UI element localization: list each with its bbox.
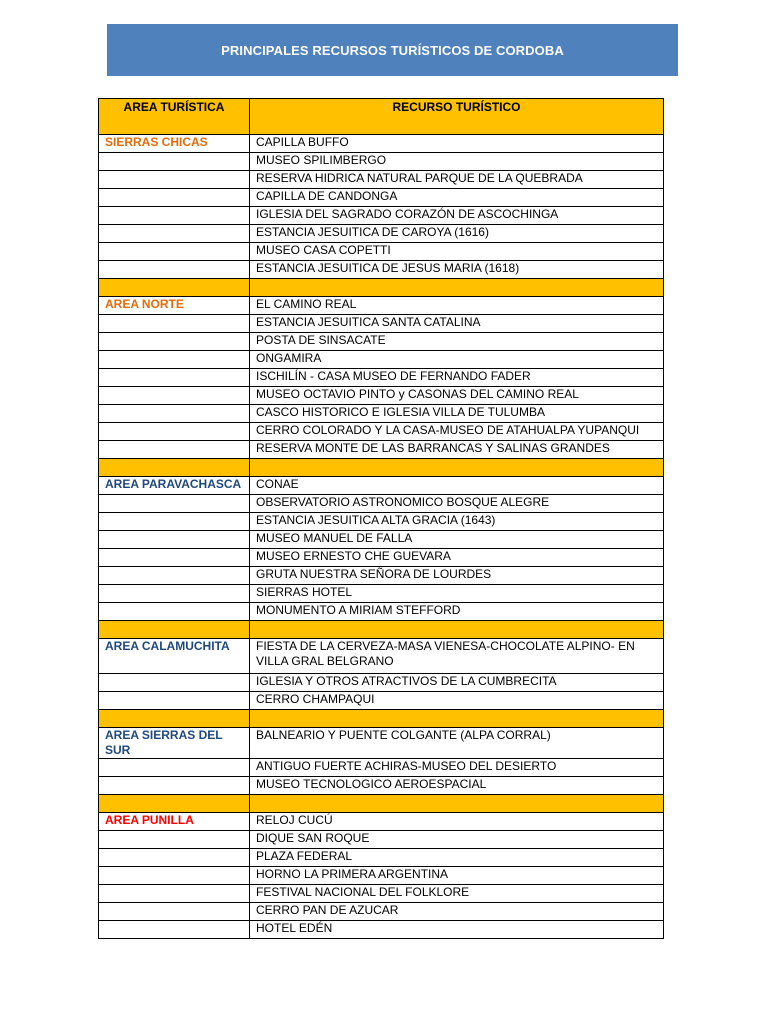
page-title: PRINCIPALES RECURSOS TURÍSTICOS DE CORDOBA bbox=[221, 42, 564, 58]
table-row bbox=[99, 225, 664, 243]
area-cell-empty bbox=[99, 603, 250, 621]
separator-cell bbox=[250, 459, 664, 477]
resource-name: EL CAMINO REAL bbox=[250, 297, 664, 315]
table-row bbox=[99, 351, 664, 369]
resource-name: POSTA DE SINSACATE bbox=[250, 333, 664, 351]
resource-name: ANTIGUO FUERTE ACHIRAS-MUSEO DEL DESIERTO bbox=[250, 759, 664, 777]
area-name: SIERRAS CHICAS bbox=[99, 135, 250, 153]
table-row bbox=[99, 885, 664, 903]
area-cell-empty bbox=[99, 171, 250, 189]
area-cell-empty bbox=[99, 495, 250, 513]
resource-name: IGLESIA DEL SAGRADO CORAZÓN DE ASCOCHINGA bbox=[250, 207, 664, 225]
resource-name: FESTIVAL NACIONAL DEL FOLKLORE bbox=[250, 885, 664, 903]
table-row bbox=[99, 261, 664, 279]
area-cell-empty bbox=[99, 351, 250, 369]
header-area: AREA TURÍSTICA bbox=[99, 99, 250, 135]
separator-cell bbox=[99, 621, 250, 639]
resource-name: MUSEO TECNOLOGICO AEROESPACIAL bbox=[250, 777, 664, 795]
area-cell-empty bbox=[99, 777, 250, 795]
resource-name: MUSEO SPILIMBERGO bbox=[250, 153, 664, 171]
resource-name: SIERRAS HOTEL bbox=[250, 585, 664, 603]
area-cell-empty bbox=[99, 315, 250, 333]
area-cell-empty bbox=[99, 885, 250, 903]
area-cell-empty bbox=[99, 225, 250, 243]
table-row bbox=[99, 333, 664, 351]
area-cell-empty bbox=[99, 207, 250, 225]
area-cell-empty bbox=[99, 692, 250, 710]
table-row bbox=[99, 477, 664, 495]
area-cell-empty bbox=[99, 903, 250, 921]
area-cell-empty bbox=[99, 405, 250, 423]
table-row bbox=[99, 297, 664, 315]
separator-cell bbox=[99, 795, 250, 813]
resource-name: CAPILLA DE CANDONGA bbox=[250, 189, 664, 207]
separator-cell bbox=[99, 279, 250, 297]
table-row bbox=[99, 603, 664, 621]
table-row bbox=[99, 315, 664, 333]
table-row bbox=[99, 674, 664, 692]
table-row bbox=[99, 369, 664, 387]
resource-name: MUSEO ERNESTO CHE GUEVARA bbox=[250, 549, 664, 567]
resource-name: CAPILLA BUFFO bbox=[250, 135, 664, 153]
table-row bbox=[99, 153, 664, 171]
resource-name: MUSEO CASA COPETTI bbox=[250, 243, 664, 261]
area-cell-empty bbox=[99, 513, 250, 531]
separator-row bbox=[99, 279, 664, 297]
area-cell-empty bbox=[99, 921, 250, 939]
table-row bbox=[99, 441, 664, 459]
area-cell-empty bbox=[99, 333, 250, 351]
resource-name: HORNO LA PRIMERA ARGENTINA bbox=[250, 867, 664, 885]
resource-name: HOTEL EDÉN bbox=[250, 921, 664, 939]
resource-name: GRUTA NUESTRA SEÑORA DE LOURDES bbox=[250, 567, 664, 585]
table-row bbox=[99, 831, 664, 849]
area-name: AREA NORTE bbox=[99, 297, 250, 315]
resource-name: DIQUE SAN ROQUE bbox=[250, 831, 664, 849]
table-row bbox=[99, 189, 664, 207]
separator-cell bbox=[250, 279, 664, 297]
table-row bbox=[99, 728, 664, 759]
table-row bbox=[99, 423, 664, 441]
table-row bbox=[99, 405, 664, 423]
table-row bbox=[99, 759, 664, 777]
area-cell-empty bbox=[99, 153, 250, 171]
resource-name: RELOJ CUCÚ bbox=[250, 813, 664, 831]
table-row bbox=[99, 549, 664, 567]
area-cell-empty bbox=[99, 831, 250, 849]
resource-name: CERRO COLORADO Y LA CASA-MUSEO DE ATAHUALPA YUPANQUI bbox=[250, 423, 664, 441]
resource-name: CASCO HISTORICO E IGLESIA VILLA DE TULUMBA bbox=[250, 405, 664, 423]
area-cell-empty bbox=[99, 585, 250, 603]
area-name: AREA PARAVACHASCA bbox=[99, 477, 250, 495]
table-row bbox=[99, 243, 664, 261]
table-row bbox=[99, 171, 664, 189]
tourism-resources-table bbox=[98, 98, 664, 939]
header-resource: RECURSO TURÍSTICO bbox=[250, 99, 664, 135]
table-row bbox=[99, 692, 664, 710]
resource-name: CONAE bbox=[250, 477, 664, 495]
resource-name: RESERVA MONTE DE LAS BARRANCAS Y SALINAS GRANDES bbox=[250, 441, 664, 459]
resource-name: PLAZA FEDERAL bbox=[250, 849, 664, 867]
table-row bbox=[99, 921, 664, 939]
table-row bbox=[99, 777, 664, 795]
table-row bbox=[99, 387, 664, 405]
area-cell-empty bbox=[99, 674, 250, 692]
separator-row bbox=[99, 710, 664, 728]
table-row bbox=[99, 567, 664, 585]
area-cell-empty bbox=[99, 867, 250, 885]
separator-cell bbox=[99, 710, 250, 728]
table-row bbox=[99, 585, 664, 603]
area-cell-empty bbox=[99, 189, 250, 207]
resource-name: RESERVA HIDRICA NATURAL PARQUE DE LA QUEBRADA bbox=[250, 171, 664, 189]
table-row bbox=[99, 513, 664, 531]
separator-cell bbox=[250, 710, 664, 728]
resource-name: ESTANCIA JESUITICA ALTA GRACIA (1643) bbox=[250, 513, 664, 531]
separator-cell bbox=[250, 621, 664, 639]
table-row bbox=[99, 531, 664, 549]
table-row bbox=[99, 867, 664, 885]
separator-row bbox=[99, 795, 664, 813]
separator-row bbox=[99, 621, 664, 639]
area-cell-empty bbox=[99, 423, 250, 441]
area-name: AREA PUNILLA bbox=[99, 813, 250, 831]
resource-name: IGLESIA Y OTROS ATRACTIVOS DE LA CUMBRECITA bbox=[250, 674, 664, 692]
resource-name: MONUMENTO A MIRIAM STEFFORD bbox=[250, 603, 664, 621]
resource-name: CERRO PAN DE AZUCAR bbox=[250, 903, 664, 921]
resource-name: ISCHILÍN - CASA MUSEO DE FERNANDO FADER bbox=[250, 369, 664, 387]
area-cell-empty bbox=[99, 243, 250, 261]
area-cell-empty bbox=[99, 441, 250, 459]
area-cell-empty bbox=[99, 387, 250, 405]
area-name: AREA CALAMUCHITA bbox=[99, 639, 250, 674]
area-cell-empty bbox=[99, 759, 250, 777]
separator-cell bbox=[250, 795, 664, 813]
resource-name: ONGAMIRA bbox=[250, 351, 664, 369]
table-row bbox=[99, 849, 664, 867]
area-name: AREA SIERRAS DEL SUR bbox=[99, 728, 250, 759]
table-row bbox=[99, 495, 664, 513]
area-cell-empty bbox=[99, 549, 250, 567]
table-header-row bbox=[99, 99, 664, 135]
table-row bbox=[99, 207, 664, 225]
page-title-banner bbox=[107, 24, 678, 76]
resource-name: CERRO CHAMPAQUI bbox=[250, 692, 664, 710]
resource-name: BALNEARIO Y PUENTE COLGANTE (ALPA CORRAL) bbox=[250, 728, 664, 759]
table-row bbox=[99, 639, 664, 674]
resource-name: MUSEO OCTAVIO PINTO y CASONAS DEL CAMINO REAL bbox=[250, 387, 664, 405]
area-cell-empty bbox=[99, 261, 250, 279]
separator-row bbox=[99, 459, 664, 477]
resource-name: OBSERVATORIO ASTRONOMICO BOSQUE ALEGRE bbox=[250, 495, 664, 513]
area-cell-empty bbox=[99, 849, 250, 867]
resource-name: ESTANCIA JESUITICA SANTA CATALINA bbox=[250, 315, 664, 333]
separator-cell bbox=[99, 459, 250, 477]
area-cell-empty bbox=[99, 369, 250, 387]
table-row bbox=[99, 813, 664, 831]
resource-name: ESTANCIA JESUITICA DE JESUS MARIA (1618) bbox=[250, 261, 664, 279]
area-cell-empty bbox=[99, 567, 250, 585]
area-cell-empty bbox=[99, 531, 250, 549]
table-row bbox=[99, 135, 664, 153]
resource-name: FIESTA DE LA CERVEZA-MASA VIENESA-CHOCOLATE ALPINO- EN VILLA GRAL BELGRANO bbox=[250, 639, 664, 674]
table-row bbox=[99, 903, 664, 921]
resource-name: ESTANCIA JESUITICA DE CAROYA (1616) bbox=[250, 225, 664, 243]
resource-name: MUSEO MANUEL DE FALLA bbox=[250, 531, 664, 549]
